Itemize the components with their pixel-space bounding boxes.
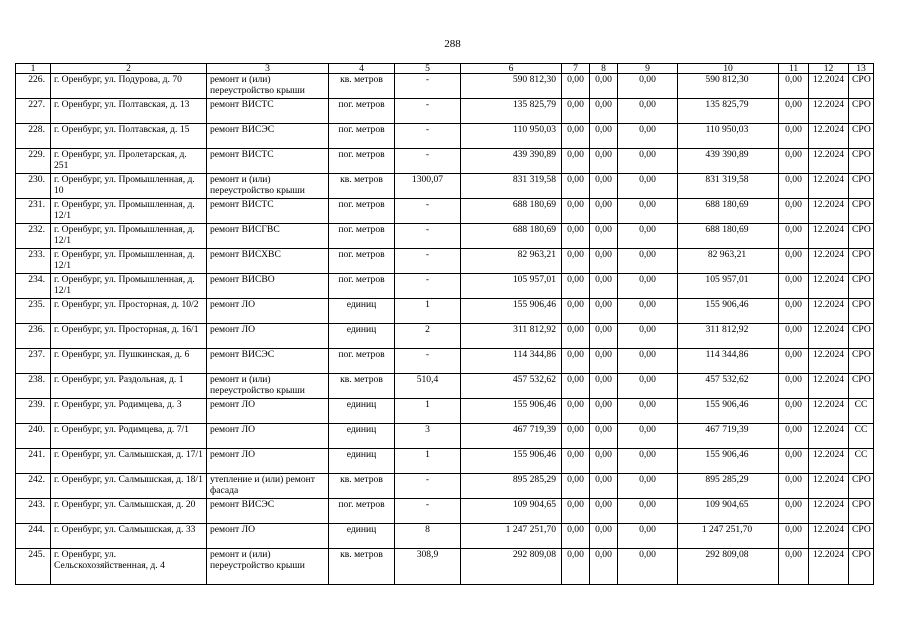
fund-cell-11: 0,00 (779, 74, 809, 99)
table-row (16, 374, 874, 399)
total-cost-cell: 109 904,65 (461, 499, 562, 524)
account-type-cell: СС (849, 399, 874, 424)
total-cost-cell: 105 957,01 (461, 274, 562, 299)
fund-cell-7: 0,00 (562, 174, 590, 199)
unit-cell: пог. метров (329, 499, 395, 524)
row-number: 234. (16, 274, 51, 299)
fund-cell-11: 0,00 (779, 324, 809, 349)
account-type-cell: СРО (849, 74, 874, 99)
fund-cell-10: 831 319,58 (678, 174, 779, 199)
fund-cell-7: 0,00 (562, 424, 590, 449)
work-type-cell: ремонт ВИСЭС (207, 499, 329, 524)
total-cost-cell: 135 825,79 (461, 99, 562, 124)
fund-cell-10: 135 825,79 (678, 99, 779, 124)
column-header-2: 2 (51, 64, 207, 74)
fund-cell-11: 0,00 (779, 399, 809, 424)
row-number: 240. (16, 424, 51, 449)
deadline-cell: 12.2024 (809, 449, 849, 474)
account-type-cell: СРО (849, 99, 874, 124)
row-number: 233. (16, 249, 51, 274)
address-cell: г. Оренбург, ул. Сельскохозяйственная, д. 4 (51, 549, 207, 585)
account-type-cell: СРО (849, 374, 874, 399)
work-type-cell: ремонт ВИСТС (207, 99, 329, 124)
fund-cell-8: 0,00 (590, 424, 618, 449)
work-type-cell: утепление и (или) ремонт фасада (207, 474, 329, 499)
column-header-4: 4 (329, 64, 395, 74)
work-type-cell: ремонт ВИСЭС (207, 124, 329, 149)
total-cost-cell: 110 950,03 (461, 124, 562, 149)
work-type-cell: ремонт и (или) переустройство крыши (207, 374, 329, 399)
row-number: 228. (16, 124, 51, 149)
table-row (16, 124, 874, 149)
fund-cell-9: 0,00 (618, 99, 678, 124)
total-cost-cell: 82 963,21 (461, 249, 562, 274)
deadline-cell: 12.2024 (809, 274, 849, 299)
row-number: 241. (16, 449, 51, 474)
fund-cell-10: 110 950,03 (678, 124, 779, 149)
deadline-cell: 12.2024 (809, 424, 849, 449)
fund-cell-10: 105 957,01 (678, 274, 779, 299)
account-type-cell: СС (849, 424, 874, 449)
fund-cell-10: 457 532,62 (678, 374, 779, 399)
deadline-cell: 12.2024 (809, 99, 849, 124)
table-body (16, 74, 874, 585)
deadline-cell: 12.2024 (809, 299, 849, 324)
deadline-cell: 12.2024 (809, 474, 849, 499)
total-cost-cell: 155 906,46 (461, 399, 562, 424)
row-number: 238. (16, 374, 51, 399)
account-type-cell: СРО (849, 199, 874, 224)
fund-cell-10: 688 180,69 (678, 224, 779, 249)
total-cost-cell: 155 906,46 (461, 449, 562, 474)
total-cost-cell: 467 719,39 (461, 424, 562, 449)
fund-cell-11: 0,00 (779, 449, 809, 474)
work-type-cell: ремонт ВИСТС (207, 199, 329, 224)
fund-cell-7: 0,00 (562, 249, 590, 274)
total-cost-cell: 311 812,92 (461, 324, 562, 349)
fund-cell-10: 590 812,30 (678, 74, 779, 99)
fund-cell-10: 155 906,46 (678, 299, 779, 324)
address-cell: г. Оренбург, ул. Родимцева, д. 7/1 (51, 424, 207, 449)
address-cell: г. Оренбург, ул. Салмышская, д. 33 (51, 524, 207, 549)
work-type-cell: ремонт ВИСТС (207, 149, 329, 174)
row-number: 227. (16, 99, 51, 124)
fund-cell-8: 0,00 (590, 499, 618, 524)
quantity-cell: 1 (395, 399, 461, 424)
unit-cell: единиц (329, 524, 395, 549)
fund-cell-7: 0,00 (562, 149, 590, 174)
account-type-cell: СРО (849, 499, 874, 524)
unit-cell: кв. метров (329, 374, 395, 399)
column-header-1: 1 (16, 64, 51, 74)
fund-cell-9: 0,00 (618, 174, 678, 199)
fund-cell-8: 0,00 (590, 199, 618, 224)
fund-cell-11: 0,00 (779, 499, 809, 524)
table-row (16, 249, 874, 274)
fund-cell-11: 0,00 (779, 274, 809, 299)
fund-cell-8: 0,00 (590, 74, 618, 99)
fund-cell-8: 0,00 (590, 99, 618, 124)
fund-cell-10: 1 247 251,70 (678, 524, 779, 549)
work-type-cell: ремонт и (или) переустройство крыши (207, 174, 329, 199)
deadline-cell: 12.2024 (809, 549, 849, 585)
fund-cell-11: 0,00 (779, 424, 809, 449)
fund-cell-8: 0,00 (590, 549, 618, 585)
fund-cell-7: 0,00 (562, 199, 590, 224)
address-cell: г. Оренбург, ул. Салмышская, д. 18/1 (51, 474, 207, 499)
fund-cell-7: 0,00 (562, 124, 590, 149)
address-cell: г. Оренбург, ул. Салмышская, д. 17/1 (51, 449, 207, 474)
row-number: 231. (16, 199, 51, 224)
address-cell: г. Оренбург, ул. Салмышская, д. 20 (51, 499, 207, 524)
row-number: 242. (16, 474, 51, 499)
total-cost-cell: 688 180,69 (461, 199, 562, 224)
deadline-cell: 12.2024 (809, 249, 849, 274)
row-number: 237. (16, 349, 51, 374)
quantity-cell: 510,4 (395, 374, 461, 399)
total-cost-cell: 895 285,29 (461, 474, 562, 499)
table-row (16, 449, 874, 474)
row-number: 229. (16, 149, 51, 174)
total-cost-cell: 1 247 251,70 (461, 524, 562, 549)
fund-cell-8: 0,00 (590, 349, 618, 374)
address-cell: г. Оренбург, ул. Пушкинская, д. 6 (51, 349, 207, 374)
address-cell: г. Оренбург, ул. Полтавская, д. 15 (51, 124, 207, 149)
quantity-cell: - (395, 124, 461, 149)
unit-cell: кв. метров (329, 174, 395, 199)
fund-cell-9: 0,00 (618, 549, 678, 585)
row-number: 226. (16, 74, 51, 99)
deadline-cell: 12.2024 (809, 174, 849, 199)
account-type-cell: СРО (849, 474, 874, 499)
column-header-12: 12 (809, 64, 849, 74)
fund-cell-10: 688 180,69 (678, 199, 779, 224)
quantity-cell: - (395, 149, 461, 174)
account-type-cell: СРО (849, 324, 874, 349)
unit-cell: пог. метров (329, 274, 395, 299)
deadline-cell: 12.2024 (809, 524, 849, 549)
work-type-cell: ремонт ВИСЭС (207, 349, 329, 374)
quantity-cell: - (395, 349, 461, 374)
quantity-cell: 308,9 (395, 549, 461, 585)
row-number: 230. (16, 174, 51, 199)
row-number: 239. (16, 399, 51, 424)
address-cell: г. Оренбург, ул. Просторная, д. 10/2 (51, 299, 207, 324)
account-type-cell: СРО (849, 349, 874, 374)
fund-cell-11: 0,00 (779, 224, 809, 249)
table-row (16, 499, 874, 524)
work-type-cell: ремонт ВИСГВС (207, 224, 329, 249)
work-type-cell: ремонт ЛО (207, 449, 329, 474)
deadline-cell: 12.2024 (809, 199, 849, 224)
fund-cell-11: 0,00 (779, 149, 809, 174)
work-type-cell: ремонт ЛО (207, 399, 329, 424)
unit-cell: единиц (329, 324, 395, 349)
column-header-8: 8 (590, 64, 618, 74)
fund-cell-9: 0,00 (618, 149, 678, 174)
deadline-cell: 12.2024 (809, 324, 849, 349)
fund-cell-7: 0,00 (562, 74, 590, 99)
fund-cell-7: 0,00 (562, 274, 590, 299)
fund-cell-9: 0,00 (618, 524, 678, 549)
unit-cell: пог. метров (329, 199, 395, 224)
fund-cell-9: 0,00 (618, 199, 678, 224)
account-type-cell: СРО (849, 224, 874, 249)
unit-cell: пог. метров (329, 249, 395, 274)
account-type-cell: СРО (849, 299, 874, 324)
row-number: 243. (16, 499, 51, 524)
fund-cell-9: 0,00 (618, 424, 678, 449)
work-type-cell: ремонт ВИСВО (207, 274, 329, 299)
fund-cell-8: 0,00 (590, 374, 618, 399)
fund-cell-9: 0,00 (618, 449, 678, 474)
fund-cell-9: 0,00 (618, 299, 678, 324)
address-cell: г. Оренбург, ул. Пролетарская, д. 251 (51, 149, 207, 174)
table-row (16, 174, 874, 199)
fund-cell-9: 0,00 (618, 324, 678, 349)
unit-cell: пог. метров (329, 224, 395, 249)
fund-cell-8: 0,00 (590, 474, 618, 499)
fund-cell-11: 0,00 (779, 124, 809, 149)
unit-cell: пог. метров (329, 349, 395, 374)
account-type-cell: СРО (849, 174, 874, 199)
quantity-cell: - (395, 499, 461, 524)
account-type-cell: СРО (849, 149, 874, 174)
fund-cell-11: 0,00 (779, 99, 809, 124)
column-header-3: 3 (207, 64, 329, 74)
table-row (16, 524, 874, 549)
row-number: 244. (16, 524, 51, 549)
fund-cell-9: 0,00 (618, 374, 678, 399)
fund-cell-10: 114 344,86 (678, 349, 779, 374)
fund-cell-10: 155 906,46 (678, 399, 779, 424)
column-number-header (16, 64, 874, 74)
address-cell: г. Оренбург, ул. Промышленная, д. 12/1 (51, 249, 207, 274)
fund-cell-9: 0,00 (618, 249, 678, 274)
total-cost-cell: 155 906,46 (461, 299, 562, 324)
fund-cell-9: 0,00 (618, 74, 678, 99)
fund-cell-9: 0,00 (618, 499, 678, 524)
address-cell: г. Оренбург, ул. Промышленная, д. 10 (51, 174, 207, 199)
unit-cell: кв. метров (329, 549, 395, 585)
fund-cell-10: 439 390,89 (678, 149, 779, 174)
fund-cell-7: 0,00 (562, 374, 590, 399)
deadline-cell: 12.2024 (809, 149, 849, 174)
column-header-5: 5 (395, 64, 461, 74)
quantity-cell: 8 (395, 524, 461, 549)
fund-cell-11: 0,00 (779, 249, 809, 274)
fund-cell-9: 0,00 (618, 399, 678, 424)
deadline-cell: 12.2024 (809, 224, 849, 249)
table-row (16, 224, 874, 249)
account-type-cell: СРО (849, 524, 874, 549)
fund-cell-7: 0,00 (562, 399, 590, 424)
account-type-cell: СРО (849, 274, 874, 299)
table-row (16, 474, 874, 499)
fund-cell-10: 155 906,46 (678, 449, 779, 474)
work-type-cell: ремонт ВИСХВС (207, 249, 329, 274)
row-number: 245. (16, 549, 51, 585)
quantity-cell: 1 (395, 449, 461, 474)
fund-cell-8: 0,00 (590, 399, 618, 424)
fund-cell-7: 0,00 (562, 99, 590, 124)
fund-cell-11: 0,00 (779, 524, 809, 549)
work-type-cell: ремонт ЛО (207, 324, 329, 349)
fund-cell-7: 0,00 (562, 549, 590, 585)
quantity-cell: - (395, 199, 461, 224)
deadline-cell: 12.2024 (809, 499, 849, 524)
fund-cell-8: 0,00 (590, 124, 618, 149)
unit-cell: единиц (329, 449, 395, 474)
quantity-cell: - (395, 474, 461, 499)
quantity-cell: - (395, 99, 461, 124)
deadline-cell: 12.2024 (809, 74, 849, 99)
account-type-cell: СС (849, 449, 874, 474)
fund-cell-9: 0,00 (618, 274, 678, 299)
table-row (16, 324, 874, 349)
work-type-cell: ремонт ЛО (207, 299, 329, 324)
repair-program-table (15, 63, 874, 585)
column-header-6: 6 (461, 64, 562, 74)
fund-cell-10: 895 285,29 (678, 474, 779, 499)
table-row (16, 399, 874, 424)
fund-cell-9: 0,00 (618, 224, 678, 249)
fund-cell-7: 0,00 (562, 349, 590, 374)
work-type-cell: ремонт ЛО (207, 424, 329, 449)
unit-cell: пог. метров (329, 124, 395, 149)
fund-cell-8: 0,00 (590, 174, 618, 199)
total-cost-cell: 292 809,08 (461, 549, 562, 585)
address-cell: г. Оренбург, ул. Промышленная, д. 12/1 (51, 224, 207, 249)
unit-cell: пог. метров (329, 149, 395, 174)
table-row (16, 199, 874, 224)
unit-cell: кв. метров (329, 474, 395, 499)
work-type-cell: ремонт и (или) переустройство крыши (207, 74, 329, 99)
deadline-cell: 12.2024 (809, 374, 849, 399)
fund-cell-9: 0,00 (618, 349, 678, 374)
fund-cell-7: 0,00 (562, 449, 590, 474)
fund-cell-7: 0,00 (562, 474, 590, 499)
fund-cell-8: 0,00 (590, 274, 618, 299)
fund-cell-10: 82 963,21 (678, 249, 779, 274)
fund-cell-11: 0,00 (779, 474, 809, 499)
quantity-cell: - (395, 74, 461, 99)
total-cost-cell: 114 344,86 (461, 349, 562, 374)
address-cell: г. Оренбург, ул. Промышленная, д. 12/1 (51, 274, 207, 299)
total-cost-cell: 590 812,30 (461, 74, 562, 99)
total-cost-cell: 457 532,62 (461, 374, 562, 399)
fund-cell-7: 0,00 (562, 524, 590, 549)
column-header-11: 11 (779, 64, 809, 74)
quantity-cell: 3 (395, 424, 461, 449)
fund-cell-8: 0,00 (590, 249, 618, 274)
fund-cell-11: 0,00 (779, 374, 809, 399)
fund-cell-8: 0,00 (590, 449, 618, 474)
table-row (16, 99, 874, 124)
column-header-9: 9 (618, 64, 678, 74)
fund-cell-11: 0,00 (779, 174, 809, 199)
fund-cell-11: 0,00 (779, 549, 809, 585)
quantity-cell: 1 (395, 299, 461, 324)
row-number: 232. (16, 224, 51, 249)
row-number: 235. (16, 299, 51, 324)
total-cost-cell: 688 180,69 (461, 224, 562, 249)
column-header-13: 13 (849, 64, 874, 74)
fund-cell-8: 0,00 (590, 224, 618, 249)
address-cell: г. Оренбург, ул. Подурова, д. 70 (51, 74, 207, 99)
address-cell: г. Оренбург, ул. Просторная, д. 16/1 (51, 324, 207, 349)
account-type-cell: СРО (849, 549, 874, 585)
table-row (16, 549, 874, 585)
address-cell: г. Оренбург, ул. Раздольная, д. 1 (51, 374, 207, 399)
deadline-cell: 12.2024 (809, 124, 849, 149)
fund-cell-10: 109 904,65 (678, 499, 779, 524)
fund-cell-10: 292 809,08 (678, 549, 779, 585)
quantity-cell: 2 (395, 324, 461, 349)
fund-cell-9: 0,00 (618, 474, 678, 499)
deadline-cell: 12.2024 (809, 349, 849, 374)
address-cell: г. Оренбург, ул. Родимцева, д. 3 (51, 399, 207, 424)
fund-cell-11: 0,00 (779, 299, 809, 324)
account-type-cell: СРО (849, 124, 874, 149)
address-cell: г. Оренбург, ул. Промышленная, д. 12/1 (51, 199, 207, 224)
fund-cell-8: 0,00 (590, 324, 618, 349)
total-cost-cell: 831 319,58 (461, 174, 562, 199)
unit-cell: единиц (329, 399, 395, 424)
fund-cell-7: 0,00 (562, 499, 590, 524)
fund-cell-7: 0,00 (562, 299, 590, 324)
unit-cell: кв. метров (329, 74, 395, 99)
fund-cell-8: 0,00 (590, 524, 618, 549)
fund-cell-8: 0,00 (590, 149, 618, 174)
quantity-cell: 1300,07 (395, 174, 461, 199)
table-row (16, 424, 874, 449)
fund-cell-11: 0,00 (779, 349, 809, 374)
quantity-cell: - (395, 249, 461, 274)
quantity-cell: - (395, 224, 461, 249)
fund-cell-8: 0,00 (590, 299, 618, 324)
work-type-cell: ремонт и (или) переустройство крыши (207, 549, 329, 585)
account-type-cell: СРО (849, 249, 874, 274)
address-cell: г. Оренбург, ул. Полтавская, д. 13 (51, 99, 207, 124)
fund-cell-7: 0,00 (562, 224, 590, 249)
unit-cell: единиц (329, 299, 395, 324)
table-row (16, 149, 874, 174)
table-row (16, 74, 874, 99)
table-row (16, 299, 874, 324)
quantity-cell: - (395, 274, 461, 299)
page-number: 288 (444, 38, 461, 50)
column-header-7: 7 (562, 64, 590, 74)
total-cost-cell: 439 390,89 (461, 149, 562, 174)
deadline-cell: 12.2024 (809, 399, 849, 424)
table-row (16, 349, 874, 374)
row-number: 236. (16, 324, 51, 349)
fund-cell-7: 0,00 (562, 324, 590, 349)
fund-cell-11: 0,00 (779, 199, 809, 224)
fund-cell-9: 0,00 (618, 124, 678, 149)
fund-cell-10: 311 812,92 (678, 324, 779, 349)
work-type-cell: ремонт ЛО (207, 524, 329, 549)
unit-cell: единиц (329, 424, 395, 449)
unit-cell: пог. метров (329, 99, 395, 124)
fund-cell-10: 467 719,39 (678, 424, 779, 449)
column-header-10: 10 (678, 64, 779, 74)
table-row (16, 274, 874, 299)
